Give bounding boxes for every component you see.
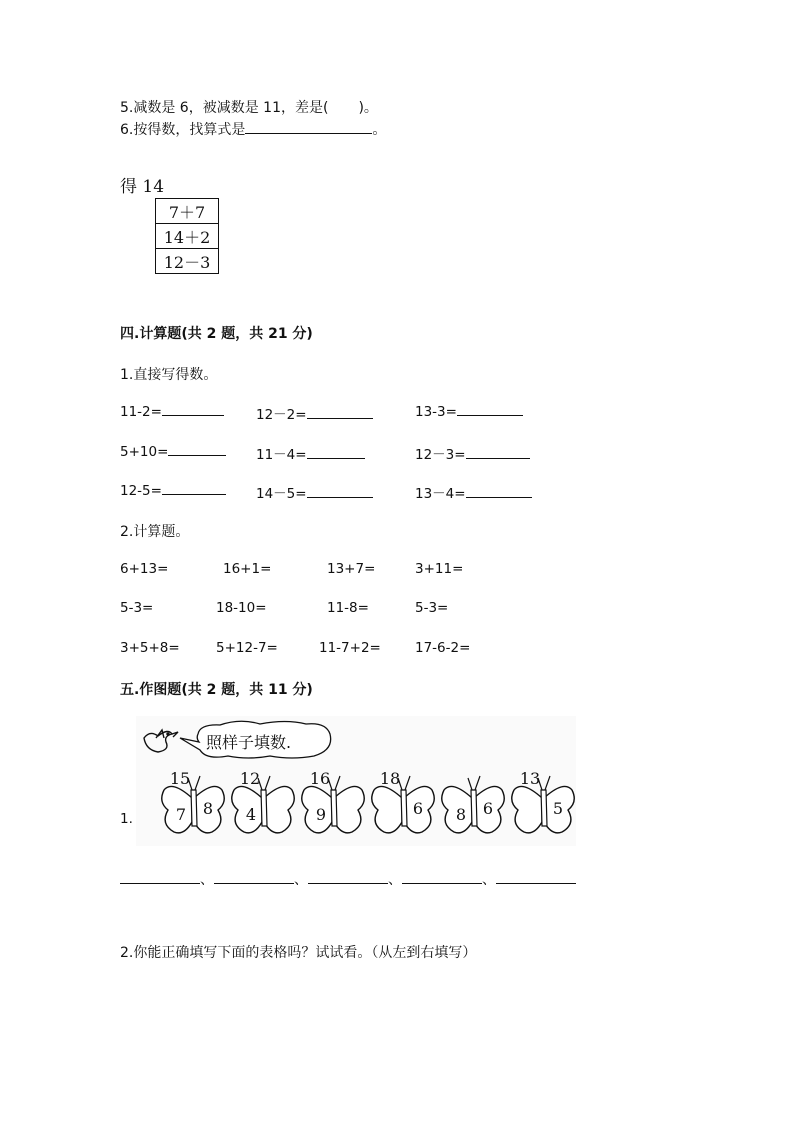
calc-expression: 6+13= <box>120 561 169 577</box>
butterfly <box>232 769 295 833</box>
butterfly-top-number: 13 <box>519 769 541 788</box>
butterfly-right-wing <box>334 786 364 832</box>
answer-blank[interactable] <box>402 871 482 884</box>
bird-icon <box>144 730 178 752</box>
butterfly-body <box>331 790 337 826</box>
butterfly <box>442 776 505 833</box>
butterfly-right-wing <box>264 786 294 832</box>
calc-expression: 11-8= <box>327 600 369 616</box>
butterfly-left-number: 8 <box>455 805 467 824</box>
butterfly-body <box>541 790 547 826</box>
expression-table <box>155 198 219 274</box>
answer-blank[interactable] <box>466 485 532 498</box>
calc-expression: 17-6-2= <box>415 640 471 656</box>
calc-item: 5+10= <box>120 443 226 460</box>
answer-blank[interactable] <box>457 403 523 416</box>
expression-option[interactable]: 14＋2 <box>156 224 219 249</box>
butterfly-antennae <box>468 776 480 790</box>
section-4-title: 四.计算题(共 2 题，共 21 分) <box>120 326 313 342</box>
calc-expression: 5-3= <box>120 600 154 616</box>
butterfly-left-number: 9 <box>315 805 327 824</box>
calc-expression: 16+1= <box>223 561 272 577</box>
calc-expression: 13+7= <box>327 561 376 577</box>
question-2-title: 2.计算题。 <box>120 524 190 540</box>
question-5-2: 2.你能正确填写下面的表格吗？试试看。（从左到右填写） <box>120 945 477 961</box>
butterfly-body <box>191 790 197 826</box>
separator: 、 <box>294 872 308 888</box>
question-6-end: 。 <box>372 122 387 138</box>
calc-item: 12-5= <box>120 482 226 499</box>
answer-blank[interactable] <box>168 443 226 456</box>
question-6 <box>120 119 386 139</box>
answer-blank[interactable] <box>120 871 200 884</box>
butterfly-left-number: 4 <box>245 805 257 824</box>
answer-blank[interactable] <box>308 871 388 884</box>
calc-item: 11-2= <box>120 403 224 420</box>
butterfly <box>162 769 225 833</box>
question-5-text: 5.减数是 6，被减数是 11，差是( <box>120 100 329 116</box>
answer-blank[interactable] <box>245 121 372 134</box>
answer-blank[interactable] <box>307 446 365 459</box>
calc-item: 11－4= <box>256 443 365 463</box>
calc-expression: 11-7+2= <box>319 640 381 656</box>
figure-caption: 照样子填数. <box>206 733 292 752</box>
answer-row <box>120 869 576 889</box>
butterfly-left-wing <box>512 786 542 832</box>
separator: 、 <box>482 872 496 888</box>
calc-item: 13－4= <box>415 482 532 502</box>
separator: 、 <box>388 872 402 888</box>
answer-blank[interactable] <box>496 871 576 884</box>
answer-blank[interactable] <box>307 406 373 419</box>
butterfly-body <box>471 790 477 826</box>
question-5-1-number: 1. <box>120 811 133 827</box>
question-6-text: 6.按得数，找算式是 <box>120 122 246 138</box>
calc-expression: 3+11= <box>415 561 464 577</box>
calc-expression: 3+5+8= <box>120 640 180 656</box>
butterfly-right-number: 6 <box>482 799 494 818</box>
calc-expression: 5+12-7= <box>216 640 278 656</box>
calc-item: 12－2= <box>256 403 373 423</box>
calc-item: 12－3= <box>415 443 530 463</box>
calc-item: 13-3= <box>415 403 523 420</box>
butterfly-body <box>401 790 407 826</box>
target-sum-label: 得 14 <box>120 177 165 197</box>
question-5-end: )。 <box>358 100 378 116</box>
calc-expression: 18-10= <box>216 600 267 616</box>
butterfly <box>512 769 575 833</box>
separator: 、 <box>200 872 214 888</box>
answer-blank[interactable] <box>162 482 226 495</box>
butterfly-figure <box>136 716 576 846</box>
calc-expression: 5-3= <box>415 600 449 616</box>
question-5 <box>120 97 378 117</box>
butterfly-top-number: 16 <box>309 769 331 788</box>
butterfly-top-number: 18 <box>379 769 401 788</box>
butterfly <box>372 769 435 833</box>
butterfly-right-number: 5 <box>552 799 564 818</box>
answer-blank[interactable] <box>162 403 224 416</box>
butterfly-left-wing <box>372 786 402 832</box>
butterfly-illustration <box>136 716 576 846</box>
butterfly-left-number: 7 <box>175 805 187 824</box>
expression-option[interactable]: 12－3 <box>156 249 219 274</box>
butterfly-right-number: 8 <box>202 799 214 818</box>
section-5-title: 五.作图题(共 2 题，共 11 分) <box>120 682 313 698</box>
butterfly-top-number: 12 <box>239 769 261 788</box>
butterfly-top-number: 15 <box>169 769 191 788</box>
answer-blank[interactable] <box>214 871 294 884</box>
butterfly-right-number: 6 <box>412 799 424 818</box>
calc-item: 14－5= <box>256 482 373 502</box>
question-1-title: 1.直接写得数。 <box>120 367 218 383</box>
butterfly <box>302 769 365 833</box>
expression-option[interactable]: 7＋7 <box>156 199 219 224</box>
butterfly-body <box>261 790 267 826</box>
answer-blank[interactable] <box>307 485 373 498</box>
answer-blank[interactable] <box>466 446 530 459</box>
